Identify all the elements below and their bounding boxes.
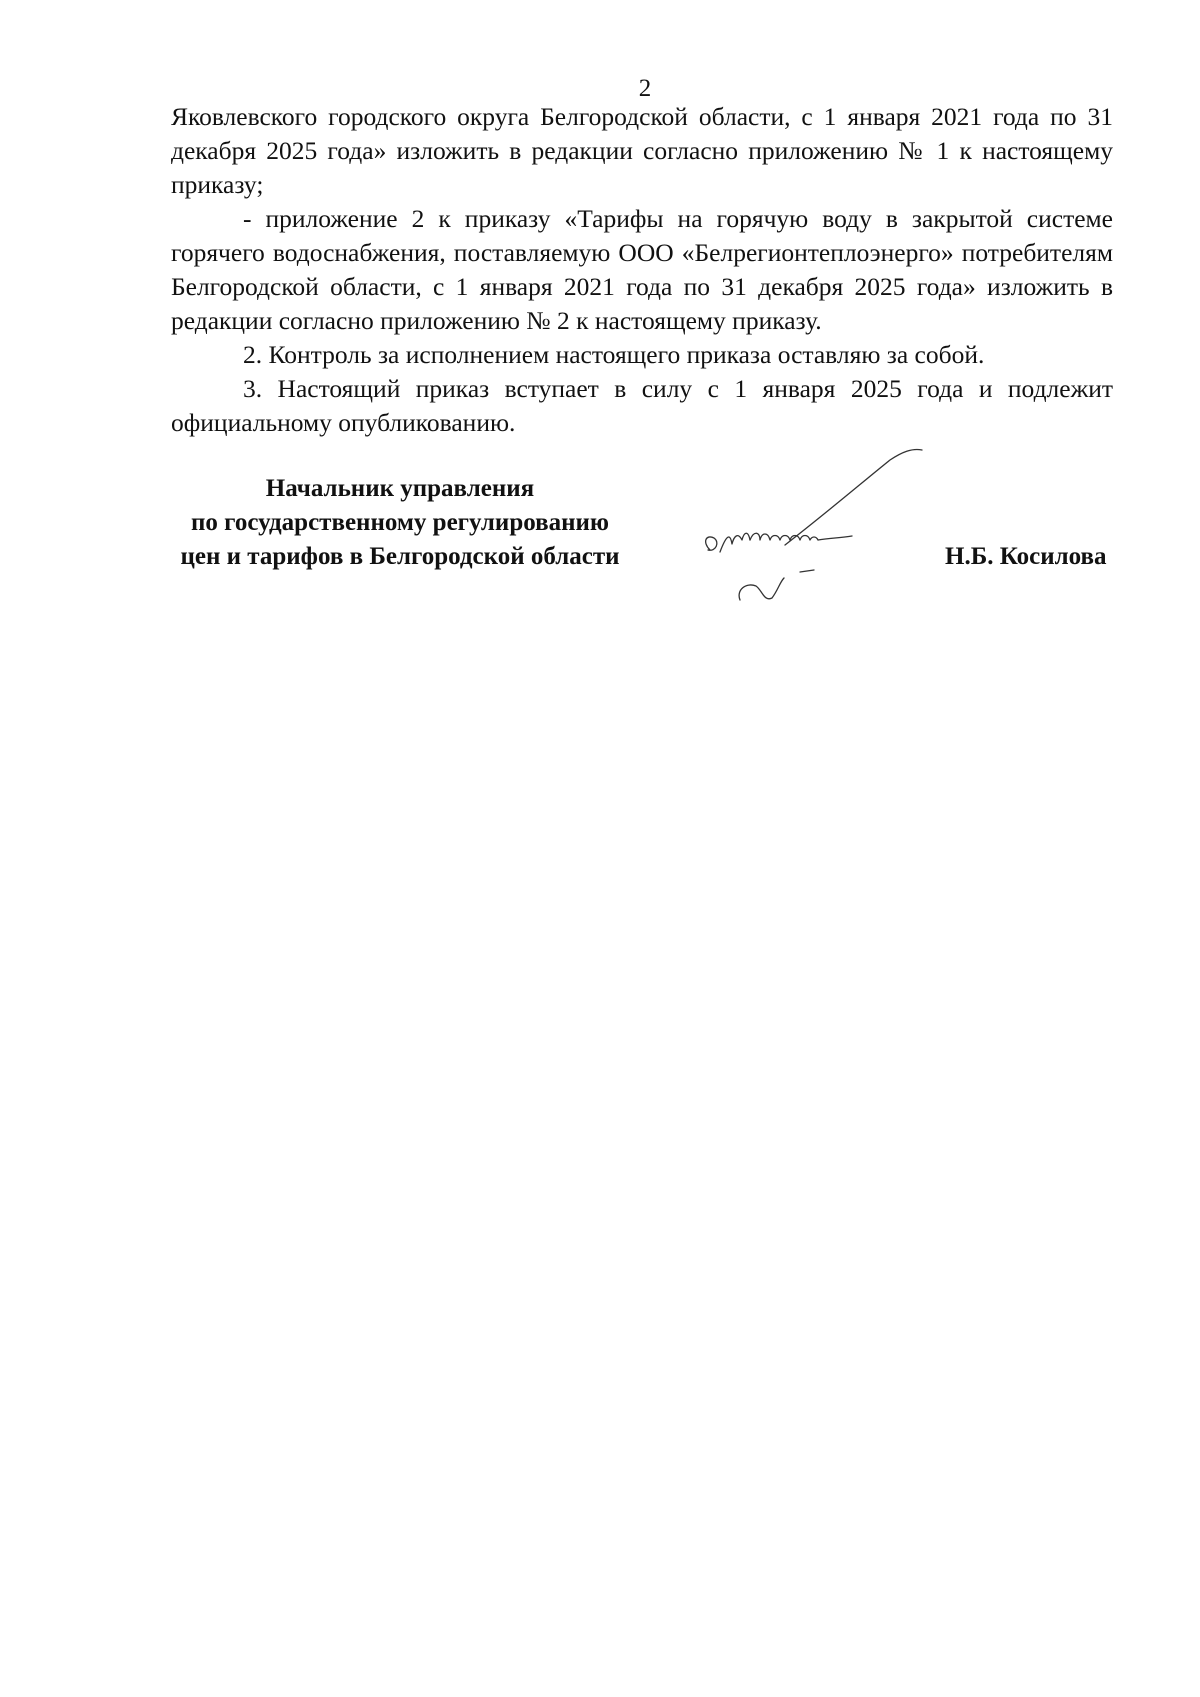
signatory-title: [150, 472, 650, 574]
signatory-title-line: цен и тарифов в Белгородской области: [180, 543, 620, 570]
handwritten-signature-icon: [690, 440, 1020, 620]
signatory-title-line: Начальник управления: [265, 475, 535, 502]
paragraph-item-2: 2. Контроль за исполнением настоящего приказа оставляю за собой.: [243, 340, 985, 369]
paragraph-item-3: 3. Настоящий приказ вступает в силу с 1 января 2025 года и подлежит официальному опубликованию.: [171, 374, 1113, 437]
page-number: 2: [638, 75, 652, 102]
paragraph-continuation: Яковлевского городского округа Белгородской области, с 1 января 2021 года по 31 декабря 2025 года» изложить в редакции согласно приложению № 1 к настоящему приказу;: [171, 102, 1113, 199]
document-body: [171, 100, 1113, 440]
signatory-title-line: по государственному регулированию: [190, 509, 610, 536]
paragraph-appendix-2: - приложение 2 к приказу «Тарифы на горячую воду в закрытой системе горячего водоснабжения, поставляемую ООО «Белрегионтеплоэнерго» потребителям Белгородской области, с 1 января 2021 года по 31 декабря 2025 года» изложить в редакции согласно приложению № 2 к настоящему приказу.: [171, 204, 1113, 335]
signatory-name: Н.Б. Косилова: [945, 543, 1107, 570]
